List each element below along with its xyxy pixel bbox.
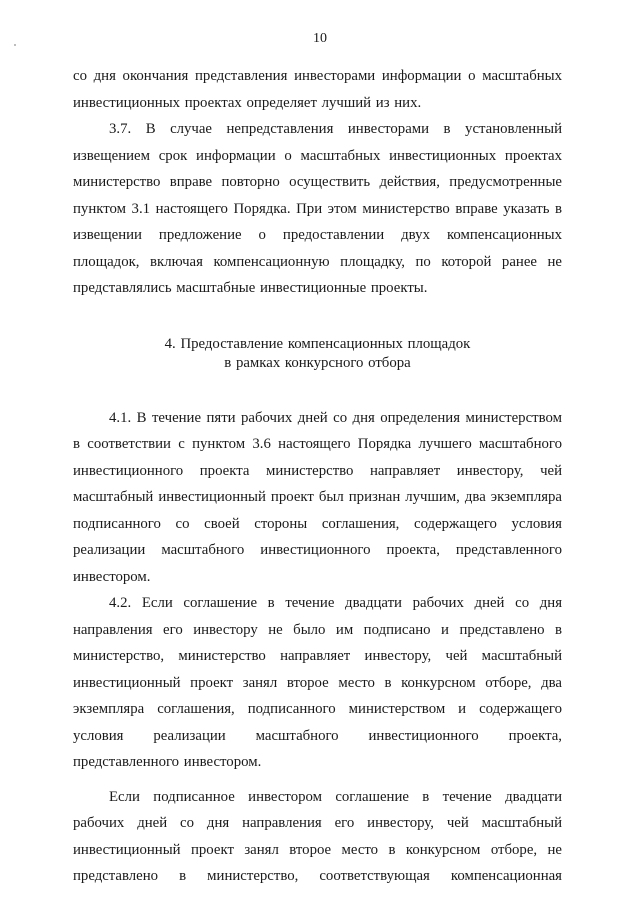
paragraph-4-1: 4.1. В течение пяти рабочих дней со дня определения министерством в соответствии с пунктом 3.6 настоящего Порядка лучшего масштабного инвестиционного проекта министерство направляет инвестору, чей масштабный инвестиционный проект был признан лучшим, два экземпляра подписанного со своей стороны соглашения, содержащего условия реализации масштабного инвестиционного проекта, представленного инвестором. (73, 409, 562, 585)
paragraph-continuing: Если подписанное инвестором соглашение в течение двадцати рабочих дней со дня направления его инвестору, чей масштабный инвестиционный проект занял второе место в конкурсном отборе, не представлено в министерство, соответствующая компенсационная (73, 788, 562, 884)
document-body (73, 63, 562, 890)
page-number: 10 (313, 31, 327, 46)
paragraph-3-7: 3.7. В случае непредставления инвесторами в установленный извещением срок информации о масштабных инвестиционных проектах министерство вправе повторно осуществить действия, предусмотренные пунктом 3.1 настоящего Порядка. При этом министерство вправе указать в извещении предложение о предоставлении двух компенсационных площадок, включая компенсационную площадку, по которой ранее не представлялись масштабные инвестиционные проекты. (73, 121, 562, 296)
paragraph-continuation: со дня окончания представления инвесторами информации о масштабных инвестиционных проектах определяет лучший из них. (73, 68, 562, 111)
section-heading-line-2: в рамках конкурсного отбора (224, 354, 411, 371)
section-heading-line-1: 4. Предоставление компенсационных площадок (164, 335, 471, 352)
section-heading (73, 335, 562, 373)
paragraph-4-2: 4.2. Если соглашение в течение двадцати рабочих дней со дня направления его инвестору не было им подписано и представлено в министерство, министерство направляет инвестору, чей масштабный инвестиционный проект занял второе место в конкурсном отборе, два экземпляра соглашения, подписанного министерством и содержащего условия реализации масштабного инвестиционного проекта, представленного инвестором. (73, 595, 562, 770)
